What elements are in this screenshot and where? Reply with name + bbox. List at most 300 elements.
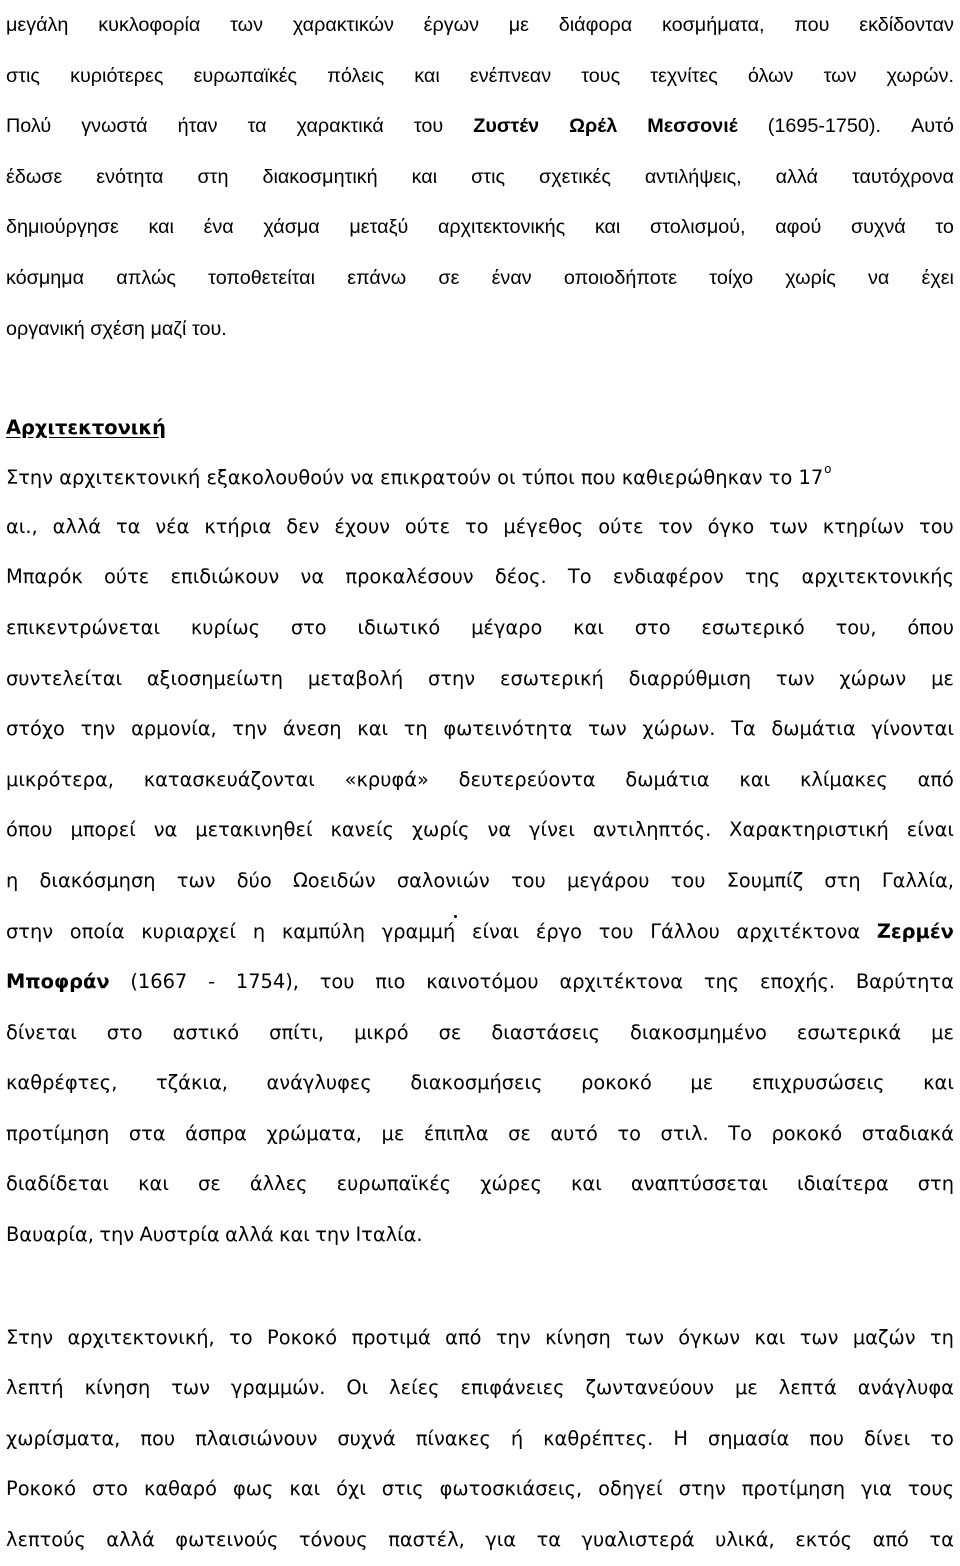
word: τα bbox=[115, 514, 141, 538]
word: ούτε bbox=[404, 514, 451, 538]
word: επικεντρώνεται bbox=[6, 615, 161, 639]
word: συχνά bbox=[850, 216, 906, 239]
word: των bbox=[171, 1376, 210, 1400]
word: Στην bbox=[6, 1325, 54, 1349]
word: δέος. bbox=[494, 565, 547, 589]
word: γίνονται bbox=[871, 717, 954, 741]
word: ευρωπαϊκές bbox=[336, 1172, 452, 1196]
word: των bbox=[823, 64, 857, 87]
word: με bbox=[931, 666, 954, 690]
word: των bbox=[230, 14, 264, 36]
paragraph-line bbox=[6, 552, 954, 603]
word: Το bbox=[728, 1121, 752, 1145]
word: για bbox=[485, 1528, 517, 1552]
word: ανάγλυφες bbox=[266, 1071, 372, 1095]
word: επιδιώκουν bbox=[170, 565, 280, 589]
word: ενότητα bbox=[96, 165, 164, 188]
word: και bbox=[279, 1223, 310, 1247]
word: έχει bbox=[921, 266, 954, 289]
word: γραμμών. bbox=[230, 1376, 326, 1400]
word: οδηγεί bbox=[598, 1477, 663, 1501]
word: σε bbox=[508, 1121, 531, 1145]
word: ενέπνεαν bbox=[469, 64, 552, 87]
word: δεν bbox=[286, 514, 320, 538]
word: φωτεινούς bbox=[175, 1528, 279, 1552]
paragraph-line bbox=[6, 704, 954, 755]
word: χάσμα bbox=[263, 216, 320, 239]
word: του bbox=[919, 514, 954, 538]
word: η bbox=[252, 919, 266, 943]
word: χαρακτικά bbox=[296, 115, 384, 138]
word: οργανική bbox=[6, 317, 85, 340]
word: (1667 bbox=[130, 970, 188, 994]
word: διάφορα bbox=[558, 14, 633, 36]
word: αρχιτέκτονα bbox=[559, 970, 684, 994]
word: μεγάλη bbox=[6, 14, 69, 36]
word: χαρακτικών bbox=[292, 14, 394, 36]
word: έργο bbox=[535, 919, 583, 943]
word: διακοσμήσεις bbox=[410, 1071, 543, 1095]
word: δωμάτια bbox=[771, 717, 856, 741]
word: - bbox=[208, 970, 216, 994]
word: κυρίως bbox=[190, 615, 260, 639]
word: χώρων. bbox=[642, 717, 716, 741]
word: με bbox=[734, 1376, 758, 1400]
word: από bbox=[445, 1325, 482, 1349]
word: το bbox=[464, 514, 489, 538]
word: την bbox=[315, 1223, 351, 1247]
paragraph-line bbox=[6, 1210, 954, 1261]
paragraph-intro bbox=[6, 0, 954, 354]
word: και bbox=[357, 717, 389, 741]
word: όγκο bbox=[707, 514, 755, 538]
word: άσπρα bbox=[185, 1121, 247, 1145]
word: εσωτερικά bbox=[796, 1020, 902, 1044]
word: ροκοκό bbox=[771, 1121, 843, 1145]
word: χωρίς bbox=[785, 266, 836, 289]
word: του. bbox=[191, 317, 227, 340]
word: Ροκοκό bbox=[6, 1477, 77, 1501]
word: δύο bbox=[236, 868, 272, 892]
paragraph-line bbox=[6, 1109, 954, 1160]
word: για bbox=[861, 1477, 892, 1501]
word: του bbox=[413, 115, 444, 138]
word: διακόσμηση bbox=[39, 868, 156, 892]
word: χρώματα, bbox=[266, 1121, 362, 1145]
word: οποιοδήποτε bbox=[563, 266, 678, 289]
word: καθρέπτες. bbox=[543, 1426, 654, 1450]
word: προκαλέσουν bbox=[345, 565, 474, 589]
word: ούτε bbox=[104, 565, 150, 589]
word: το bbox=[617, 1121, 641, 1145]
word: αλλά bbox=[106, 1528, 155, 1552]
word: κίνηση bbox=[545, 1325, 611, 1349]
word: τα bbox=[247, 115, 267, 138]
word: λεπτά bbox=[778, 1376, 837, 1400]
word: επιφάνειες bbox=[460, 1376, 565, 1400]
word: οποία bbox=[69, 919, 125, 943]
word: τζάκια, bbox=[155, 1071, 228, 1095]
paragraph-line bbox=[6, 152, 954, 203]
word: όπου bbox=[6, 818, 53, 842]
word: με bbox=[690, 1071, 714, 1095]
word: την bbox=[99, 1223, 135, 1247]
word: αρχιτεκτονική, bbox=[67, 1325, 215, 1349]
word: έχουν bbox=[334, 514, 390, 538]
word: σχέση bbox=[90, 317, 145, 340]
word: πιο bbox=[375, 970, 406, 994]
word: και bbox=[573, 615, 604, 639]
paragraph-line bbox=[6, 603, 954, 654]
word: του bbox=[510, 868, 546, 892]
word: Αυτό bbox=[911, 115, 954, 138]
word: δευτερεύοντα bbox=[458, 767, 596, 791]
word: του bbox=[670, 868, 706, 892]
word: των bbox=[775, 666, 815, 690]
word: που bbox=[809, 1426, 845, 1450]
word: με bbox=[931, 1020, 954, 1044]
word: στη bbox=[824, 868, 861, 892]
word: του bbox=[319, 970, 355, 994]
word: των bbox=[769, 514, 808, 538]
word: κόσμημα bbox=[6, 266, 85, 289]
paragraph-line bbox=[6, 1363, 954, 1414]
word: Γαλλία, bbox=[881, 868, 954, 892]
word: Χαρακτηριστική bbox=[729, 818, 889, 842]
paragraph-line bbox=[6, 0, 954, 51]
word: το bbox=[229, 1325, 253, 1349]
word: Ροκοκό bbox=[267, 1325, 338, 1349]
word: τον bbox=[658, 514, 693, 538]
word: μεταξύ bbox=[349, 216, 409, 239]
word: με bbox=[508, 14, 529, 36]
word: τα bbox=[929, 1528, 954, 1552]
word: να bbox=[487, 818, 512, 842]
word: και bbox=[571, 1172, 602, 1196]
word: και bbox=[594, 216, 621, 239]
word: Μπαρόκ bbox=[6, 565, 83, 589]
word: τα bbox=[536, 1528, 562, 1552]
word: απλώς bbox=[116, 266, 176, 289]
paragraph-line bbox=[6, 1414, 954, 1465]
word: η bbox=[6, 868, 19, 892]
word: εκτός bbox=[795, 1528, 853, 1552]
word: έναν bbox=[491, 266, 532, 289]
word: στις bbox=[6, 64, 40, 87]
word: ροκοκό bbox=[581, 1071, 652, 1095]
word: τοποθετείται bbox=[208, 266, 315, 289]
word: όπου bbox=[907, 615, 954, 639]
paragraph-line bbox=[6, 1058, 954, 1109]
word: μέγαρο bbox=[471, 615, 543, 639]
word: Σουμπίζ bbox=[726, 868, 804, 892]
paragraph-line bbox=[6, 101, 954, 152]
word: υλικά, bbox=[715, 1528, 775, 1552]
word: δημιούργησε bbox=[6, 216, 119, 239]
word: γραμμή bbox=[382, 907, 456, 958]
word: αλλά bbox=[52, 514, 102, 538]
word: αλλά bbox=[225, 1223, 274, 1247]
word: που bbox=[140, 1426, 176, 1450]
word: όλων bbox=[747, 64, 794, 87]
word: κυκλοφορία bbox=[98, 14, 201, 36]
paragraph-line bbox=[6, 805, 954, 856]
word: κοσμήματα, bbox=[661, 14, 765, 36]
bold-word: Ζερμέν bbox=[876, 919, 954, 943]
word: σε bbox=[438, 1020, 462, 1044]
word: είναι bbox=[471, 919, 520, 943]
word: στο bbox=[106, 1020, 143, 1044]
word: Τα bbox=[731, 717, 756, 741]
bold-word: Μποφράν bbox=[6, 970, 110, 994]
word: επάνω bbox=[347, 266, 407, 289]
word: φως bbox=[232, 1477, 274, 1501]
word: μικρότερα, bbox=[6, 767, 114, 791]
word: μέγεθος bbox=[503, 514, 584, 538]
word: 1754), bbox=[235, 970, 299, 994]
paragraph-line bbox=[6, 1008, 954, 1059]
word: και bbox=[923, 1071, 954, 1095]
word: σε bbox=[198, 1172, 221, 1196]
word: τόνους bbox=[298, 1528, 368, 1552]
word: κλίμακες bbox=[799, 767, 888, 791]
word: αξιοσημείωτη bbox=[146, 666, 284, 690]
word: Οι bbox=[346, 1376, 369, 1400]
word: στιλ. bbox=[660, 1121, 709, 1145]
word: άλλες bbox=[249, 1172, 308, 1196]
word: αι., bbox=[6, 514, 38, 538]
word: τεχνίτες bbox=[650, 64, 718, 87]
word: αντιλήψεις, bbox=[644, 165, 742, 188]
paragraph-line bbox=[6, 304, 954, 355]
word: διακοσμημένο bbox=[629, 1020, 767, 1044]
word: φωτεινότητα bbox=[443, 717, 573, 741]
word: σχετικές bbox=[539, 165, 611, 188]
word: στα bbox=[128, 1121, 166, 1145]
word: Βαρύτητα bbox=[855, 970, 954, 994]
word: χωρών. bbox=[886, 64, 954, 87]
word: προτιμά bbox=[351, 1325, 431, 1349]
word: τους bbox=[581, 64, 621, 87]
word: και bbox=[411, 165, 438, 188]
word: στην bbox=[678, 1477, 726, 1501]
word: ευρωπαϊκές bbox=[193, 64, 298, 87]
word: κυριαρχεί bbox=[141, 919, 237, 943]
word: γνωστά bbox=[81, 115, 148, 138]
section-heading-line bbox=[6, 403, 954, 454]
word: αρμονία, bbox=[131, 717, 217, 741]
word: αρχιτεκτονικής bbox=[801, 565, 954, 589]
word: Βαυαρία, bbox=[6, 1223, 94, 1247]
word: το bbox=[935, 216, 954, 239]
word: παστέλ, bbox=[388, 1528, 465, 1552]
word: δίνει bbox=[864, 1426, 911, 1450]
word: την bbox=[232, 717, 268, 741]
word: να bbox=[153, 818, 178, 842]
word: αρχιτέκτονα bbox=[736, 919, 861, 943]
word: Ωοειδών bbox=[292, 868, 376, 892]
word: μαζών bbox=[852, 1325, 916, 1349]
word: ανάγλυφα bbox=[857, 1376, 954, 1400]
word: Η bbox=[673, 1426, 688, 1450]
word: ούτε bbox=[598, 514, 644, 538]
word: στις bbox=[471, 165, 506, 188]
word: λεπτή bbox=[6, 1376, 64, 1400]
word: ζωντανεύουν bbox=[585, 1376, 714, 1400]
word: κτήρια bbox=[204, 514, 272, 538]
paragraph-line bbox=[6, 253, 954, 304]
bold-word: Μεσσονιέ bbox=[647, 115, 738, 138]
word: σταδιακά bbox=[861, 1121, 954, 1145]
word: στολισμού, bbox=[649, 216, 746, 239]
word: ενδιαφέρον bbox=[612, 565, 724, 589]
word: την bbox=[495, 1325, 531, 1349]
word: μετακινηθεί bbox=[195, 818, 313, 842]
word: έπιπλα bbox=[423, 1121, 489, 1145]
line-text: Στην αρχιτεκτονική εξακολουθούν να επικρατούν οι τύποι που καθιερώθηκαν το 17 bbox=[6, 465, 824, 489]
word: ένα bbox=[203, 216, 234, 239]
word: άνεση bbox=[282, 717, 342, 741]
word: αλλά bbox=[775, 165, 818, 188]
word: τη bbox=[929, 1325, 954, 1349]
word: και bbox=[289, 1477, 321, 1501]
word: εσωτερική bbox=[499, 666, 604, 690]
word: και bbox=[414, 64, 440, 87]
word: καθαρό bbox=[143, 1477, 217, 1501]
paragraph-line bbox=[6, 1515, 954, 1566]
word: επιχρυσώσεις bbox=[751, 1071, 885, 1095]
paragraph-line bbox=[6, 1159, 954, 1210]
word: δωμάτια bbox=[625, 767, 710, 791]
word: έδωσε bbox=[6, 165, 63, 188]
word: αντιληπτός. bbox=[592, 818, 712, 842]
word: χωρίς bbox=[411, 818, 470, 842]
word: γυαλιστερά bbox=[581, 1528, 695, 1552]
word: ιδιωτικό bbox=[357, 615, 441, 639]
paragraph-line bbox=[6, 856, 954, 907]
word: την bbox=[80, 717, 116, 741]
word: χώρων bbox=[839, 666, 907, 690]
word: στην bbox=[6, 919, 54, 943]
word: ταυτόχρονα bbox=[851, 165, 954, 188]
word: ήταν bbox=[177, 115, 218, 138]
word: και bbox=[148, 216, 174, 239]
word: συχνά bbox=[337, 1426, 396, 1450]
word: χωρίσματα, bbox=[6, 1426, 121, 1450]
word: το bbox=[930, 1426, 954, 1450]
word: μεταβολή bbox=[307, 666, 404, 690]
word: και bbox=[739, 767, 771, 791]
bold-word: Ζυστέν bbox=[473, 115, 540, 138]
word: καθρέφτες, bbox=[6, 1071, 118, 1095]
word: μικρό bbox=[354, 1020, 409, 1044]
word: προτίμηση bbox=[6, 1121, 110, 1145]
word: στο bbox=[634, 615, 671, 639]
word: κανείς bbox=[330, 818, 394, 842]
word: σε bbox=[438, 266, 460, 289]
word: στην bbox=[428, 666, 476, 690]
word: Πολύ bbox=[6, 115, 52, 138]
word: αρχιτεκτονικής bbox=[437, 216, 566, 239]
word: αστικό bbox=[172, 1020, 240, 1044]
word: διαδίδεται bbox=[6, 1172, 109, 1196]
paragraph-line bbox=[6, 51, 954, 102]
word: κτηρίων bbox=[822, 514, 905, 538]
word: Γάλλου bbox=[650, 919, 720, 943]
word: σπίτι, bbox=[269, 1020, 325, 1044]
word: αναπτύσσεται bbox=[630, 1172, 768, 1196]
word: των bbox=[176, 868, 216, 892]
paragraph-line bbox=[6, 907, 954, 958]
word: λεπτούς bbox=[6, 1528, 86, 1552]
word: στη bbox=[197, 165, 229, 188]
paragraph-line bbox=[6, 957, 954, 1008]
word: να bbox=[300, 565, 325, 589]
word: εσωτερικό bbox=[701, 615, 805, 639]
paragraph-line bbox=[6, 502, 954, 553]
word: από bbox=[872, 1528, 909, 1552]
word: στο bbox=[92, 1477, 128, 1501]
bold-word: Ωρέλ bbox=[569, 115, 618, 138]
word: τοίχο bbox=[709, 266, 754, 289]
word: διαστάσεις bbox=[491, 1020, 600, 1044]
paragraph-line bbox=[6, 654, 954, 705]
paragraph-line bbox=[6, 755, 954, 806]
word: Αυστρία bbox=[139, 1223, 220, 1247]
word: φωτοσκιάσεις, bbox=[439, 1477, 583, 1501]
word: εποχής. bbox=[759, 970, 836, 994]
word: τη bbox=[403, 717, 428, 741]
word: διακοσμητική bbox=[262, 165, 378, 188]
paragraph-rococo-architecture bbox=[6, 1313, 954, 1566]
word: συντελείται bbox=[6, 666, 123, 690]
word: μαζί bbox=[150, 317, 187, 340]
word: πλαισιώνουν bbox=[195, 1426, 318, 1450]
word: μεγάρου bbox=[566, 868, 650, 892]
word: στις bbox=[381, 1477, 424, 1501]
word: έργων bbox=[423, 14, 479, 36]
paragraph-line bbox=[6, 454, 954, 502]
word: μπορεί bbox=[70, 818, 136, 842]
paragraph-architecture bbox=[6, 454, 954, 1261]
word: των bbox=[799, 1325, 839, 1349]
word: Ιταλία. bbox=[355, 1223, 423, 1247]
word: της bbox=[703, 970, 740, 994]
word: προτίμηση bbox=[741, 1477, 846, 1501]
word: χώρες bbox=[480, 1172, 542, 1196]
word: νέα bbox=[155, 514, 190, 538]
word: κυριότερες bbox=[70, 64, 164, 87]
word: σημασία bbox=[707, 1426, 790, 1450]
word: στόχο bbox=[6, 717, 65, 741]
word: γίνει bbox=[529, 818, 575, 842]
word: λείες bbox=[389, 1376, 440, 1400]
word: εκδίδονταν bbox=[859, 14, 954, 36]
word: που bbox=[794, 14, 830, 36]
word: όγκων bbox=[678, 1325, 741, 1349]
ordinal-superscript: ο bbox=[824, 461, 832, 476]
word: και bbox=[138, 1172, 169, 1196]
word: στο bbox=[290, 615, 327, 639]
word: της bbox=[744, 565, 781, 589]
word: διαρρύθμιση bbox=[628, 666, 751, 690]
paragraph-line bbox=[6, 1313, 954, 1364]
word: αυτό bbox=[550, 1121, 598, 1145]
word: στη bbox=[917, 1172, 954, 1196]
word: του bbox=[598, 919, 634, 943]
word: και bbox=[754, 1325, 786, 1349]
word: αφού bbox=[775, 216, 822, 239]
